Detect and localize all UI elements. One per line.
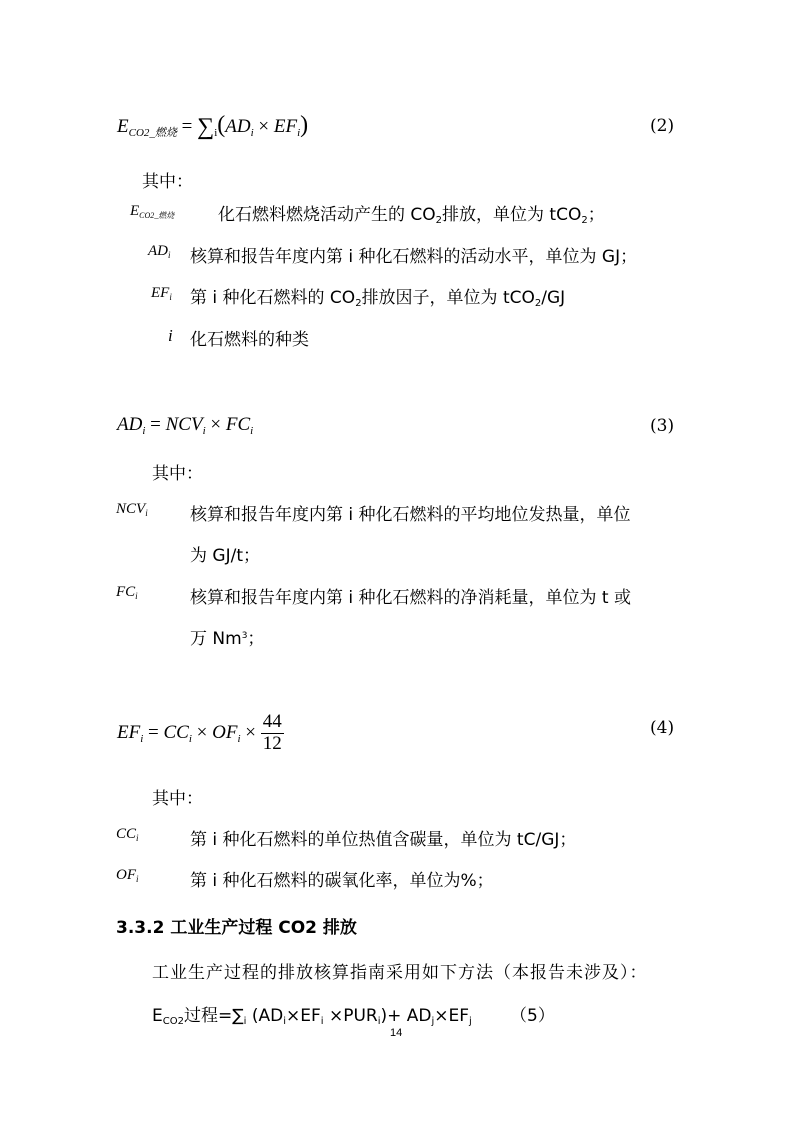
eq2-EF: EF	[273, 116, 298, 137]
eq4-where-label: 其中：	[152, 789, 203, 809]
eq3-def-symbol-NCV: $NCV_i$	[116, 501, 148, 518]
eq2-rparen: )	[300, 112, 309, 138]
eq2-lparen: (	[217, 112, 226, 138]
eq2-AD: AD	[225, 116, 251, 137]
eq4-def-symbol-OF: $OF_i$	[116, 867, 139, 884]
eq2-equals: =	[176, 116, 198, 137]
section-heading: 3.3.2 工业生产过程 CO2 排放	[116, 918, 357, 938]
eq4-fraction: $\frac{44}{12}$	[262, 711, 282, 754]
eq4-def-symbol-CC: $CC_i$	[116, 826, 139, 843]
eq2-def-symbol-AD: $AD_i$	[148, 243, 171, 260]
eq2-times: ×	[253, 116, 274, 137]
eq2-where-label: 其中：	[142, 172, 193, 192]
eq2-E-subscript: CO2_燃烧	[128, 127, 177, 139]
eq4-def-desc-OF: 第 i 种化石燃料的碳氧化率，单位为%；	[190, 871, 494, 891]
eq2-E: E	[117, 116, 129, 137]
equation-4: $EF_i = CC_i \times OF_i$ × $\frac{44}{12}$	[117, 711, 282, 754]
eq3-def-desc-NCV-line1: 核算和报告年度内第 i 种化石燃料的平均地位发热量，单位	[190, 505, 631, 525]
eq3-def-desc-FC-line2: 万 Nm$^3$；	[190, 629, 265, 649]
eq2-AD-sub: i	[250, 127, 254, 139]
eq2-def-symbol-E: $E_{CO2\_燃烧}$	[130, 203, 175, 220]
eq2-def-desc-i: 化石燃料的种类	[190, 330, 309, 350]
eq4-def-desc-CC: 第 i 种化石燃料的单位热值含碳量，单位为 tC/GJ；	[190, 830, 577, 850]
equation-2	[117, 112, 308, 141]
eq2-def-desc-EF: 第 i 种化石燃料的 CO2排放因子，单位为 tCO2/GJ	[190, 288, 566, 309]
eq3-def-desc-FC-line1: 核算和报告年度内第 i 种化石燃料的净消耗量，单位为 t 或	[190, 588, 632, 608]
equation-3-number: (3)	[650, 416, 675, 436]
eq2-EF-sub: i	[297, 127, 301, 139]
eq3-def-symbol-FC: $FC_i$	[116, 584, 138, 601]
eq2-def-symbol-EF: $EF_i$	[151, 285, 172, 302]
eq2-def-desc-E: 化石燃料燃烧活动产生的 CO2排放，单位为 tCO2；	[218, 205, 605, 226]
equation-5-number: （5）	[510, 1006, 555, 1026]
equation-2-number: (2)	[650, 116, 675, 136]
section-intro: 工业生产过程的排放核算指南采用如下方法（本报告未涉及）：	[152, 963, 648, 983]
equation-4-number: (4)	[650, 718, 675, 738]
eq3-where-label: 其中：	[152, 464, 203, 484]
eq3-def-desc-NCV-line2: 为 GJ/t；	[190, 546, 260, 566]
eq2-sigma: ∑	[197, 114, 215, 140]
eq2-def-desc-AD: 核算和报告年度内第 i 种化石燃料的活动水平，单位为 GJ；	[190, 247, 638, 267]
eq2-sigma-sub: i	[214, 127, 218, 139]
equation-3: $AD_i = NCV_i \times FC_i$	[117, 414, 254, 437]
page-number: 14	[390, 1027, 403, 1039]
equation-5: ECO2过程=∑i (ADi×EFi ×PURi)+ ADj×EFj	[152, 1006, 472, 1027]
eq2-def-symbol-i: i	[168, 326, 173, 345]
